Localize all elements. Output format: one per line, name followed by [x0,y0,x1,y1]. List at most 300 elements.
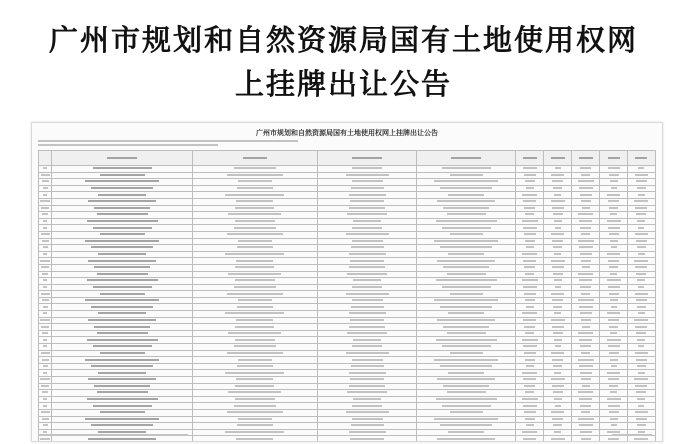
table-header-cell [318,151,417,166]
table-cell [572,357,600,364]
table-row [39,185,656,192]
table-cell [600,231,628,238]
table-cell [52,291,193,298]
table-cell [572,344,600,351]
table-cell [627,225,655,232]
table-cell [52,337,193,344]
table-cell [572,271,600,278]
table-cell [417,383,516,390]
table-cell [39,409,52,416]
table-cell [627,185,655,192]
table-cell [192,278,317,285]
table-cell [39,330,52,337]
table-cell [544,179,572,186]
table-cell [52,166,193,173]
table-row [39,284,656,291]
table-row [39,172,656,179]
table-cell [627,370,655,377]
table-cell [544,363,572,370]
table-row [39,377,656,384]
table-cell [52,357,193,364]
table-cell [572,403,600,410]
table-cell [600,166,628,173]
table-cell [572,396,600,403]
table-cell [516,304,544,311]
table-cell [39,278,52,285]
table-cell [600,324,628,331]
table-cell [516,377,544,384]
table-cell [318,416,417,423]
table-row [39,363,656,370]
table-row [39,337,656,344]
table-cell [318,166,417,173]
table-cell [417,284,516,291]
table-cell [600,212,628,219]
table-cell [627,363,655,370]
table-cell [544,337,572,344]
table-cell [52,251,193,258]
table-row [39,258,656,265]
table-cell [52,350,193,357]
table-cell [192,317,317,324]
table-cell [417,317,516,324]
table-cell [600,363,628,370]
table-row [39,330,656,337]
table-cell [627,212,655,219]
table-cell [516,423,544,430]
table-row [39,416,656,423]
table-cell [600,258,628,265]
table-row [39,231,656,238]
table-cell [544,258,572,265]
table-cell [52,383,193,390]
table-cell [516,416,544,423]
table-header-cell [516,151,544,166]
table-cell [39,198,52,205]
table-cell [39,245,52,252]
table-cell [52,192,193,199]
table-cell [627,330,655,337]
table-cell [192,357,317,364]
table-cell [417,231,516,238]
table-row [39,370,656,377]
table-cell [192,423,317,430]
table-cell [516,383,544,390]
table-cell [417,403,516,410]
table-cell [417,291,516,298]
table-cell [192,245,317,252]
table-cell [627,324,655,331]
table-cell [417,390,516,397]
table-cell [516,324,544,331]
table-cell [600,179,628,186]
table-cell [417,205,516,212]
table-cell [544,344,572,351]
table-cell [417,409,516,416]
table-cell [572,185,600,192]
table-cell [516,212,544,219]
table-cell [192,179,317,186]
table-cell [318,179,417,186]
table-cell [544,409,572,416]
table-header-row [39,151,656,166]
table-row [39,166,656,173]
table-cell [52,344,193,351]
table-cell [516,231,544,238]
headline-line-2: 上挂牌出让公告 [234,67,452,101]
table-cell [600,218,628,225]
table-cell [627,357,655,364]
table-cell [318,357,417,364]
table-cell [572,377,600,384]
table-cell [192,231,317,238]
table-cell [52,370,193,377]
table-cell [516,337,544,344]
table-header-cell [39,151,52,166]
table-cell [39,423,52,430]
table-cell [544,218,572,225]
table-row [39,383,656,390]
table-cell [417,363,516,370]
table-cell [627,231,655,238]
table-cell [627,423,655,430]
table-cell [417,225,516,232]
table-cell [52,258,193,265]
table-cell [417,192,516,199]
table-cell [544,291,572,298]
table-cell [39,363,52,370]
table-cell [39,396,52,403]
table-cell [318,311,417,318]
table-cell [192,403,317,410]
table-cell [417,337,516,344]
table-cell [318,264,417,271]
table-cell [572,278,600,285]
table-cell [192,324,317,331]
table-cell [627,271,655,278]
table-cell [627,172,655,179]
table-cell [318,409,417,416]
table-cell [544,205,572,212]
announcement-intro-text [38,139,338,147]
table-cell [627,258,655,265]
table-cell [318,350,417,357]
table-cell [544,297,572,304]
table-cell [600,172,628,179]
table-cell [572,251,600,258]
table-cell [417,218,516,225]
table-cell [39,225,52,232]
table-cell [544,185,572,192]
table-cell [417,179,516,186]
table-cell [318,284,417,291]
table-cell [544,324,572,331]
table-cell [192,185,317,192]
table-header-cell [192,151,317,166]
table-cell [572,324,600,331]
table-cell [600,409,628,416]
table-cell [572,409,600,416]
table-cell [627,337,655,344]
table-cell [39,218,52,225]
table-cell [52,304,193,311]
table-row [39,317,656,324]
table-cell [516,185,544,192]
table-row [39,198,656,205]
table-cell [39,416,52,423]
table-cell [544,212,572,219]
table-cell [192,311,317,318]
table-cell [318,337,417,344]
table-cell [192,258,317,265]
table-cell [627,390,655,397]
table-cell [516,311,544,318]
table-cell [600,370,628,377]
table-cell [544,278,572,285]
table-cell [52,212,193,219]
table-cell [417,357,516,364]
table-cell [192,205,317,212]
table-cell [52,423,193,430]
table-cell [572,423,600,430]
table-cell [417,377,516,384]
table-cell [192,416,317,423]
table-cell [627,166,655,173]
table-cell [572,238,600,245]
table-cell [39,251,52,258]
table-cell [417,416,516,423]
table-cell [192,390,317,397]
table-cell [544,192,572,199]
table-cell [52,396,193,403]
table-cell [572,258,600,265]
table-cell [544,172,572,179]
table-cell [192,297,317,304]
table-cell [52,218,193,225]
table-cell [417,264,516,271]
table-cell [192,264,317,271]
table-cell [600,264,628,271]
table-cell [192,330,317,337]
table-row [39,297,656,304]
table-cell [318,396,417,403]
table-cell [52,317,193,324]
table-cell [192,284,317,291]
table-cell [417,212,516,219]
table-cell [572,284,600,291]
table-cell [572,311,600,318]
table-cell [417,370,516,377]
table-cell [516,344,544,351]
table-cell [516,278,544,285]
table-cell [516,198,544,205]
table-cell [572,291,600,298]
table-cell [544,304,572,311]
table-cell [39,390,52,397]
table-cell [318,271,417,278]
table-row [39,350,656,357]
table-cell [600,344,628,351]
table-cell [39,284,52,291]
table-cell [600,225,628,232]
table-cell [417,166,516,173]
table-cell [627,284,655,291]
table-cell [600,403,628,410]
table-cell [572,218,600,225]
table-cell [52,278,193,285]
table-cell [627,383,655,390]
table-cell [516,251,544,258]
table-cell [627,396,655,403]
table-cell [52,363,193,370]
table-cell [516,403,544,410]
table-cell [192,192,317,199]
table-cell [417,311,516,318]
table-cell [318,245,417,252]
table-cell [318,423,417,430]
table-cell [52,245,193,252]
table-cell [52,185,193,192]
table-cell [572,350,600,357]
table-cell [39,271,52,278]
table-cell [318,198,417,205]
table-cell [544,238,572,245]
table-row [39,212,656,219]
table-cell [318,403,417,410]
table-cell [516,284,544,291]
table-cell [318,304,417,311]
table-cell [600,377,628,384]
table-cell [39,370,52,377]
table-cell [39,403,52,410]
table-cell [600,396,628,403]
table-cell [192,166,317,173]
table-cell [627,251,655,258]
table-cell [52,297,193,304]
table-cell [544,225,572,232]
table-cell [516,357,544,364]
table-cell [192,383,317,390]
table-cell [52,390,193,397]
table-cell [52,403,193,410]
table-cell [627,403,655,410]
table-cell [52,324,193,331]
table-cell [39,297,52,304]
table-cell [318,344,417,351]
table-cell [572,383,600,390]
table-cell [627,238,655,245]
table-row [39,403,656,410]
table-cell [516,245,544,252]
table-cell [600,245,628,252]
table-cell [39,311,52,318]
table-cell [318,297,417,304]
table-cell [544,330,572,337]
table-cell [627,297,655,304]
table-header-cell [52,151,193,166]
table-cell [572,390,600,397]
table-cell [516,291,544,298]
table-row [39,344,656,351]
table-cell [39,337,52,344]
table-cell [572,172,600,179]
table-cell [52,231,193,238]
table-cell [516,172,544,179]
announcement-title: 广州市规划和自然资源局国有土地使用权网上挂牌出让公告 [256,128,438,137]
table-cell [600,278,628,285]
table-row [39,179,656,186]
table-cell [318,172,417,179]
table-cell [39,212,52,219]
table-cell [627,304,655,311]
table-row [39,423,656,430]
table-cell [417,258,516,265]
table-cell [192,251,317,258]
table-cell [627,264,655,271]
table-cell [192,409,317,416]
table-cell [544,284,572,291]
table-cell [600,185,628,192]
table-cell [39,185,52,192]
table-cell [544,264,572,271]
table-cell [39,350,52,357]
table-cell [572,363,600,370]
table-cell [318,324,417,331]
table-cell [516,396,544,403]
table-cell [600,304,628,311]
table-cell [572,166,600,173]
table-cell [417,423,516,430]
table-cell [52,205,193,212]
table-cell [516,258,544,265]
table-cell [417,271,516,278]
table-cell [39,264,52,271]
table-cell [627,311,655,318]
table-cell [52,198,193,205]
table-cell [572,179,600,186]
table-cell [39,357,52,364]
table-cell [516,370,544,377]
table-cell [39,317,52,324]
table-cell [417,350,516,357]
table-row [39,225,656,232]
table-cell [39,304,52,311]
table-cell [627,409,655,416]
table-cell [39,324,52,331]
table-cell [627,192,655,199]
table-cell [417,396,516,403]
table-header-cell [600,151,628,166]
table-cell [600,337,628,344]
parcel-table [38,150,656,442]
table-cell [39,192,52,199]
table-cell [544,377,572,384]
table-row [39,357,656,364]
table-cell [39,258,52,265]
table-cell [318,225,417,232]
table-cell [600,192,628,199]
table-cell [600,317,628,324]
table-row [39,271,656,278]
table-cell [192,370,317,377]
table-cell [572,198,600,205]
table-cell [52,311,193,318]
table-cell [544,245,572,252]
table-row [39,390,656,397]
table-cell [627,245,655,252]
table-cell [192,218,317,225]
table-cell [39,291,52,298]
